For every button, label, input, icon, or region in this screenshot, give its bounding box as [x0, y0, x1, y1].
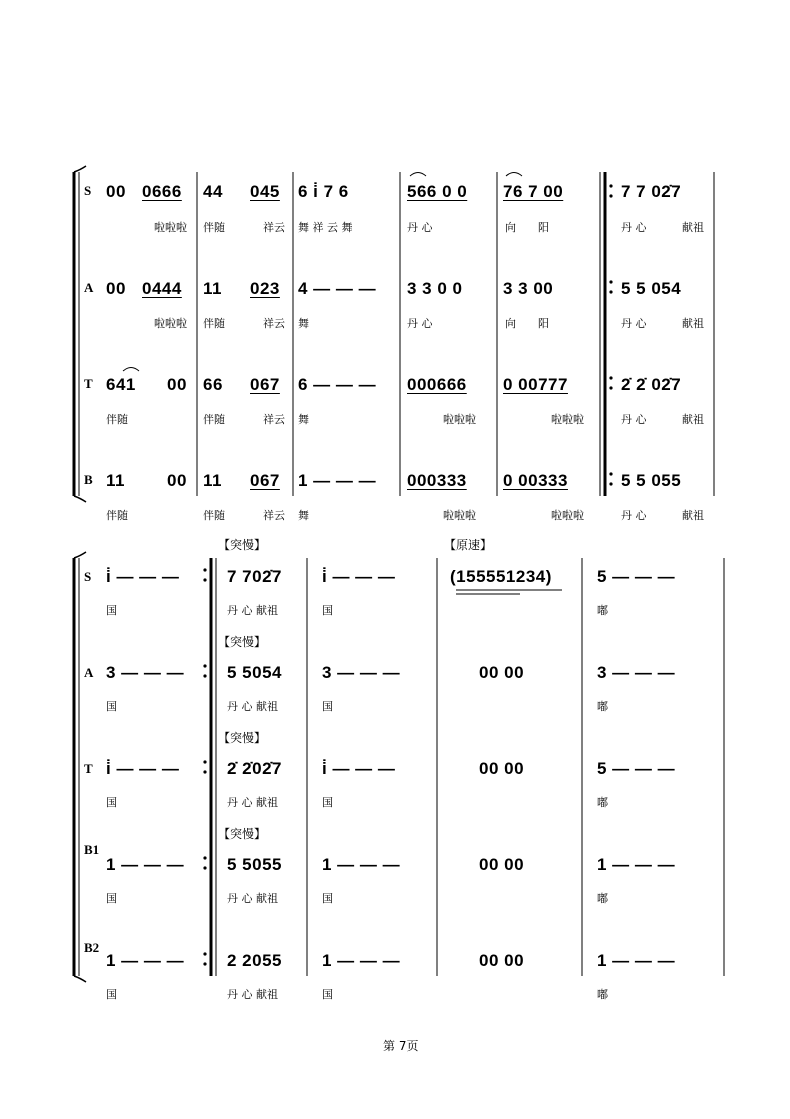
part-label-b: B — [84, 472, 93, 487]
measure: 1 — — — — [597, 951, 676, 970]
lyric: 丹 心 — [621, 221, 647, 234]
lyric: 丹 心 献祖 — [227, 988, 278, 1001]
measure: 11 — [203, 471, 222, 490]
lyric: 国 — [322, 988, 333, 1001]
measure: 00 00 — [479, 759, 525, 778]
lyric: 国 — [322, 700, 333, 713]
measure: 00 — [106, 182, 126, 201]
lyric: 啦啦啦 — [551, 509, 584, 522]
lyric: 阳 — [538, 221, 549, 234]
lyric: 祥云 — [263, 221, 285, 234]
measure: 566 0 0 — [407, 182, 468, 201]
lyric: 丹 心 献祖 — [227, 700, 278, 713]
measure: i̇ — — — — [322, 567, 396, 586]
lyric: 向 — [505, 221, 516, 234]
measure: 1 — — — — [298, 471, 377, 490]
lyric: 舞 — [298, 413, 309, 426]
measure: 2 2055 — [227, 951, 282, 970]
measure: 00 — [106, 279, 126, 298]
lyric: 国 — [322, 604, 333, 617]
lyric: 伴随 — [203, 221, 225, 234]
measure: 3 — — — — [322, 663, 401, 682]
lyric: 祥云 — [263, 509, 285, 522]
lyric: 祥云 — [263, 413, 285, 426]
lyric: 啦啦啦 — [154, 221, 187, 234]
lyric: 丹 心 献祖 — [227, 892, 278, 905]
lyric: 啦啦啦 — [154, 317, 187, 330]
lyric: 伴随 — [203, 509, 225, 522]
measure: 1 — — — — [597, 855, 676, 874]
lyric: 阳 — [538, 317, 549, 330]
lyric: 丹 心 — [407, 221, 433, 234]
part-label-t: T — [84, 376, 93, 391]
measure: 5 — — — — [597, 567, 676, 586]
lyric: 嘟 — [597, 700, 608, 713]
lyric: 丹 心 — [621, 413, 647, 426]
part-label-t: T — [84, 761, 93, 776]
measure: 5 5 055 — [621, 471, 682, 490]
measure: 11 — [203, 279, 222, 298]
lyric: 嘟 — [597, 796, 608, 809]
tempo-mark-slow: 【突慢】 — [218, 731, 267, 745]
lyric: 丹 心 — [407, 317, 433, 330]
lyric: 伴随 — [203, 413, 225, 426]
measure: 5 5054 — [227, 663, 282, 682]
tempo-mark-slow: 【突慢】 — [218, 827, 267, 841]
measure: 44 — [203, 182, 223, 201]
lyric: 丹 心 献祖 — [227, 604, 278, 617]
lyric: 献祖 — [682, 413, 704, 426]
lyric: 伴随 — [106, 413, 128, 426]
measure: 023 — [250, 279, 280, 298]
measure: 5 — — — — [597, 759, 676, 778]
measure: 0444 — [142, 279, 182, 298]
measure: 3 — — — — [106, 663, 185, 682]
lyric: 伴随 — [203, 317, 225, 330]
lyric: 祥云 — [263, 317, 285, 330]
lyric: 嘟 — [597, 988, 608, 1001]
measure: 0 00333 — [503, 471, 568, 490]
tempo-mark-original: 【原速】 — [444, 538, 493, 552]
measure: 66 — [203, 375, 223, 394]
measure: i̇ — — — — [106, 567, 180, 586]
measure: i̇ — — — — [322, 759, 396, 778]
lyric: 献祖 — [682, 317, 704, 330]
measure: 00 00 — [479, 951, 525, 970]
measure: 4 — — — — [298, 279, 377, 298]
measure: 5 5 054 — [621, 279, 682, 298]
measure: 76 7 00 — [503, 182, 564, 201]
measure: 6 i̇ 7 6 — [298, 182, 349, 201]
tempo-mark-slow: 【突慢】 — [218, 538, 267, 552]
page-number: 第 7页 — [383, 1039, 419, 1053]
lyric: 国 — [106, 604, 117, 617]
part-label-b1: B1 — [84, 842, 100, 857]
measure: 1 — — — — [106, 951, 185, 970]
lyric: 丹 心 — [621, 509, 647, 522]
lyric: 舞 — [298, 317, 309, 330]
measure: 7 702̇7 — [227, 567, 282, 586]
measure: (155551234) — [450, 567, 552, 586]
measure: 2̇ 2̇ 02̇7 — [621, 375, 682, 394]
part-label-a: A — [84, 665, 94, 680]
measure: 00 00 — [479, 855, 525, 874]
measure: 00 00 — [479, 663, 525, 682]
measure: 3 3 0 0 — [407, 279, 463, 298]
part-label-s: S — [84, 569, 92, 584]
measure: 1 — — — — [322, 855, 401, 874]
measure: 1 — — — — [322, 951, 401, 970]
part-label-a: A — [84, 280, 94, 295]
part-label-s: S — [84, 183, 92, 198]
measure: 0666 — [142, 182, 182, 201]
lyric: 国 — [322, 892, 333, 905]
lyric: 国 — [106, 700, 117, 713]
measure: 067 — [250, 471, 280, 490]
measure: 00 — [167, 471, 187, 490]
lyric: 伴随 — [106, 509, 128, 522]
measure: 7 7 02̇7 — [621, 182, 682, 201]
lyric: 丹 心 献祖 — [227, 796, 278, 809]
part-label-b2: B2 — [84, 940, 100, 955]
measure: 641 — [106, 375, 136, 394]
measure: 0 00777 — [503, 375, 568, 394]
lyric: 献祖 — [682, 221, 704, 234]
lyric: 舞 祥 云 舞 — [298, 221, 353, 234]
measure: 11 — [106, 471, 125, 490]
lyric: 舞 — [298, 509, 309, 522]
measure: 3 3 00 — [503, 279, 554, 298]
lyric: 啦啦啦 — [443, 509, 476, 522]
lyric: 向 — [505, 317, 516, 330]
measure: 2̇ 2̇02̇7 — [227, 759, 282, 778]
lyric: 嘟 — [597, 604, 608, 617]
measure: 067 — [250, 375, 280, 394]
measure: 00 — [167, 375, 187, 394]
measure: 5 5055 — [227, 855, 282, 874]
measure: 000666 — [407, 375, 467, 394]
lyric: 丹 心 — [621, 317, 647, 330]
measure: i̇ — — — — [106, 759, 180, 778]
lyric: 国 — [322, 796, 333, 809]
lyric: 啦啦啦 — [443, 413, 476, 426]
lyric: 嘟 — [597, 892, 608, 905]
lyric: 国 — [106, 892, 117, 905]
lyric: 国 — [106, 796, 117, 809]
measure: 1 — — — — [106, 855, 185, 874]
measure: 000333 — [407, 471, 467, 490]
measure: 6 — — — — [298, 375, 377, 394]
measure: 3 — — — — [597, 663, 676, 682]
tempo-mark-slow: 【突慢】 — [218, 635, 267, 649]
lyric: 献祖 — [682, 509, 704, 522]
lyric: 国 — [106, 988, 117, 1001]
lyric: 啦啦啦 — [551, 413, 584, 426]
measure: 045 — [250, 182, 280, 201]
